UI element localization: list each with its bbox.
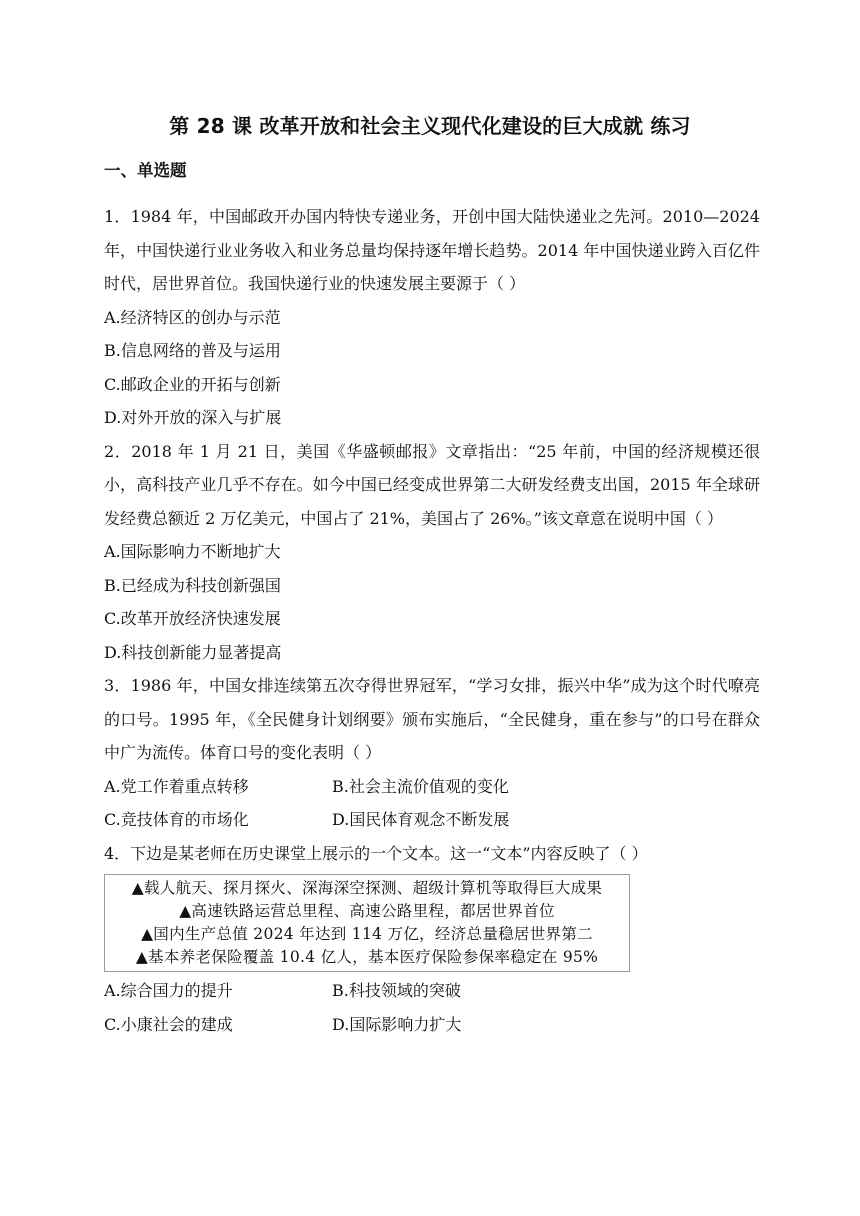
page-title: 第 28 课 改革开放和社会主义现代化建设的巨大成就 练习: [169, 114, 691, 138]
option-a: A.经济特区的创办与示范: [104, 307, 281, 327]
option-c: C.邮政企业的开拓与创新: [104, 374, 281, 394]
question-4: [104, 837, 760, 1042]
option-row: [104, 1008, 760, 1042]
option-b: B.社会主流价值观的变化: [332, 776, 509, 796]
option-d: D.科技创新能力显著提高: [104, 642, 282, 662]
question-stem: 4．下边是某老师在历史课堂上展示的一个文本。这一“文本”内容反映了（ ）: [104, 843, 648, 863]
text-box-line: ▲高速铁路运营总里程、高速公路里程，都居世界首位: [179, 902, 555, 920]
option-d: D.对外开放的深入与扩展: [104, 408, 282, 427]
question-stem: 3．1986 年，中国女排连续第五次夺得世界冠军，“学习女排，振兴中华”成为这个时代嘹亮的口号。1995 年，《全民健身计划纲要》颁布实施后，“全民健身，重在参与”的口号在群众中广为流传。体育口号的变化表明（ ）: [104, 676, 760, 762]
option-a: A.综合国力的提升: [104, 981, 233, 1000]
option-c: C.竞技体育的市场化: [104, 810, 249, 829]
question-3: [104, 669, 760, 837]
option-b: B.信息网络的普及与运用: [104, 341, 281, 360]
option-b: B.科技领域的突破: [332, 981, 461, 1000]
option-c: C.改革开放经济快速发展: [104, 609, 281, 628]
section-heading: 一、单选题: [104, 161, 187, 180]
option-d: D.国际影响力扩大: [332, 1014, 462, 1034]
question-stem: 1．1984 年，中国邮政开办国内特快专递业务，开创中国大陆快递业之先河。2010—2024 年，中国快递行业业务收入和业务总量均保持逐年增长趋势。2014 年中国快递业跨入百亿件时代，居世界首位。我国快递行业的快速发展主要源于（ ）: [104, 207, 760, 293]
question-1: [104, 200, 760, 435]
quoted-text-box: [104, 874, 630, 972]
option-b: B.已经成为科技创新强国: [104, 575, 281, 595]
text-box-line: ▲载人航天、探月探火、深海深空探测、超级计算机等取得巨大成果: [131, 879, 603, 897]
text-box-line: ▲国内生产总值 2024 年达到 114 万亿，经济总量稳居世界第二: [141, 925, 593, 943]
question-list: [104, 200, 760, 1041]
option-c: C.小康社会的建成: [104, 1014, 233, 1034]
option-row: [104, 770, 760, 804]
option-a: A.党工作着重点转移: [104, 776, 249, 796]
option-row: [104, 803, 760, 837]
option-d: D.国民体育观念不断发展: [332, 810, 510, 829]
question-2: [104, 435, 760, 670]
question-stem: 2．2018 年 1 月 21 日，美国《华盛顿邮报》文章指出：“25 年前，中国的经济规模还很小，高科技产业几乎不存在。如今中国已经变成世界第二大研发经费支出国，2015 年全球研发经费总额近 2 万亿美元，中国占了 21%，美国占了 26%。”该文章意在说明中国（ ）: [104, 441, 760, 528]
option-a: A.国际影响力不断地扩大: [104, 542, 281, 561]
option-row: [104, 974, 760, 1008]
text-box-line: ▲基本养老保险覆盖 10.4 亿人，基本医疗保险参保率稳定在 95%: [135, 948, 599, 966]
